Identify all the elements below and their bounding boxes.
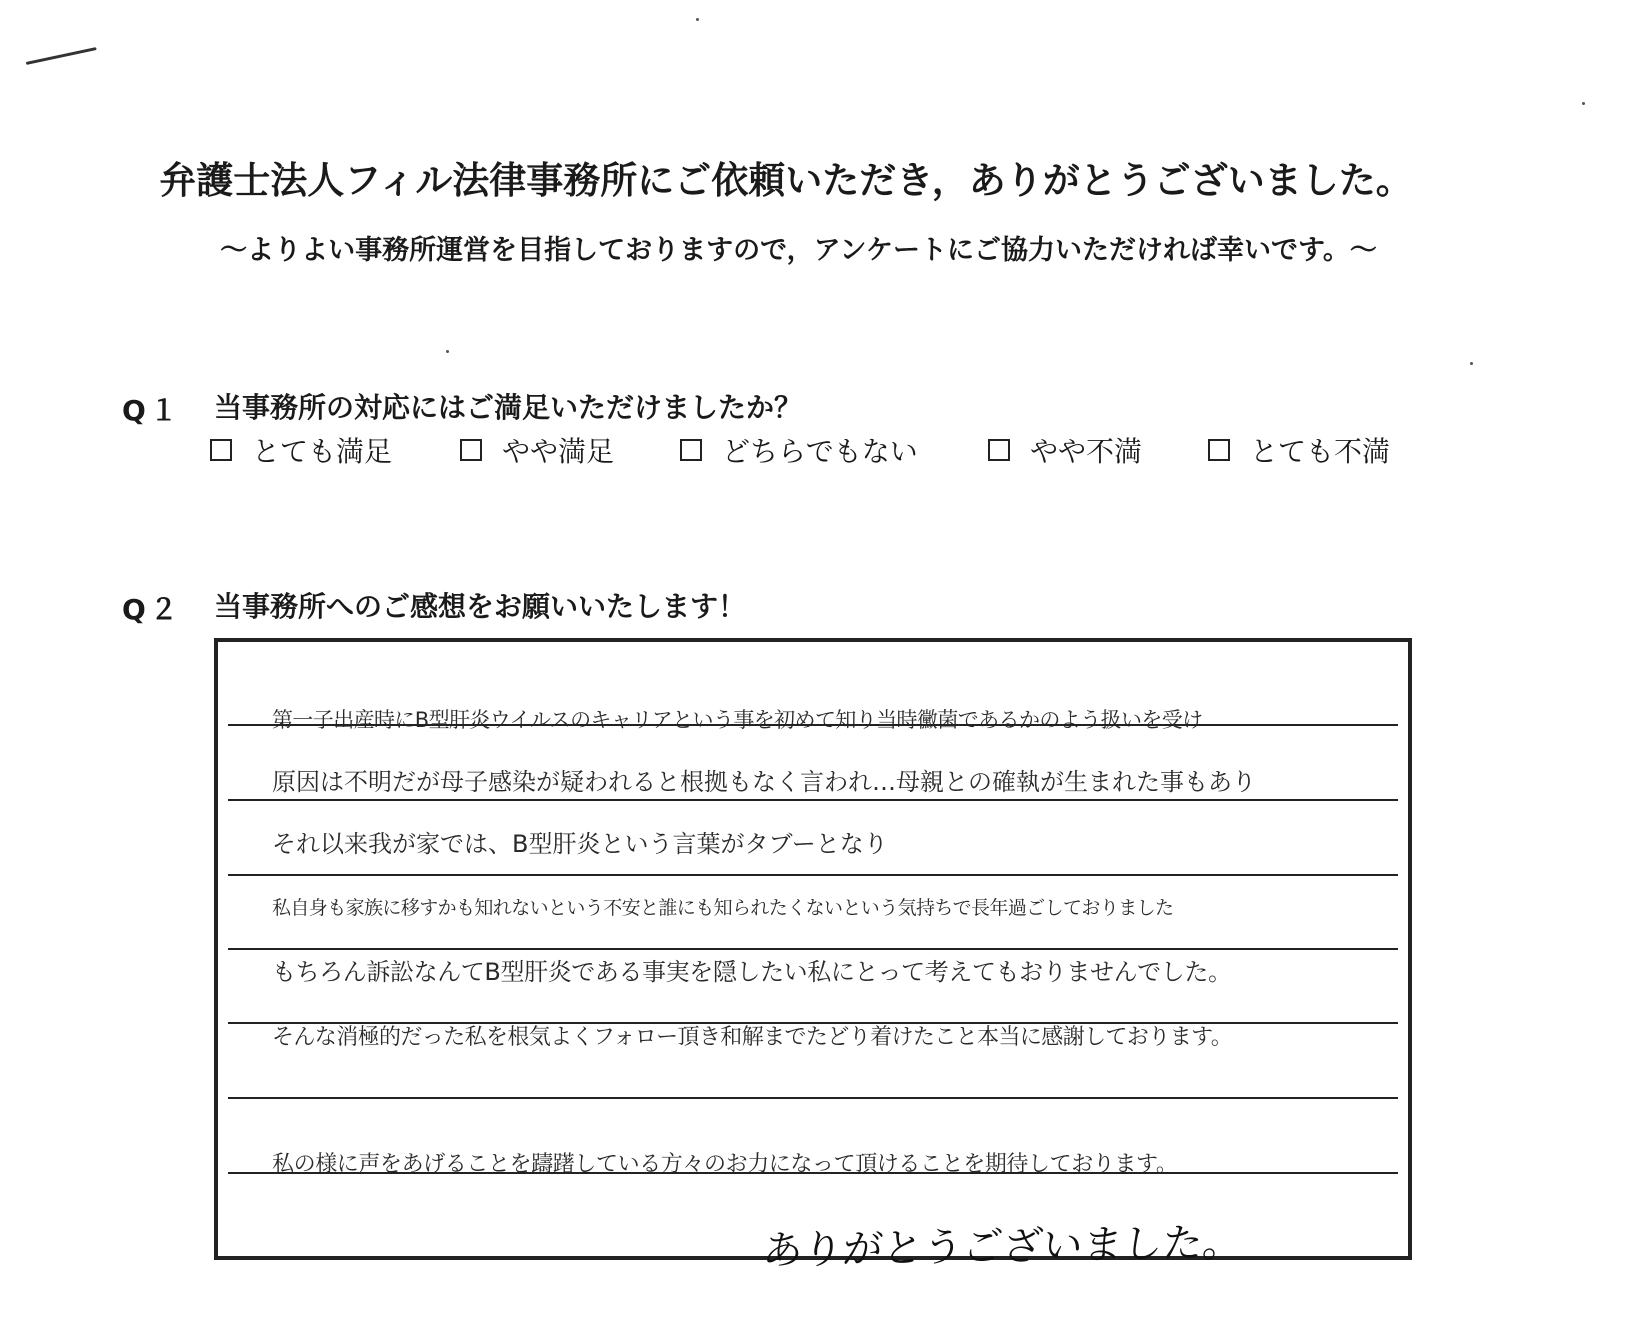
option-very-satisfied[interactable]	[210, 430, 392, 470]
answer-line-6: そんな消極的だった私を根気よくフォロー頂き和解までたどり着けたこと本当に感謝しております。	[272, 1025, 1233, 1050]
option-very-dissatisfied[interactable]	[1208, 430, 1390, 470]
answer-line-5: もちろん訴訟なんてB型肝炎である事実を隠したい私にとって考えてもおりませんでした。	[272, 958, 1232, 986]
scan-pen-mark	[26, 47, 97, 65]
option-somewhat-satisfied[interactable]	[460, 430, 614, 470]
page-title: 弁護士法人フィル法律事務所にご依頼いただき，ありがとうございました。	[159, 159, 1413, 202]
option-label: どちらでもない	[722, 435, 918, 468]
ruled-line	[228, 1172, 1398, 1174]
scan-speck	[696, 18, 699, 21]
checkbox-icon[interactable]	[210, 439, 232, 461]
option-label: とても不満	[1250, 435, 1391, 468]
ruled-line	[228, 724, 1398, 726]
ruled-line	[228, 1022, 1398, 1024]
q2-answer-box[interactable]	[214, 638, 1412, 1275]
q2-label: Q２	[122, 593, 182, 626]
q1-label: Q１	[122, 394, 182, 427]
checkbox-icon[interactable]	[460, 439, 482, 461]
option-neutral[interactable]	[680, 430, 918, 470]
answer-line-4: 私自身も家族に移すかも知れないという不安と誰にも知られたくないという気持ちで長年過ごしておりました	[272, 897, 1174, 919]
checkbox-icon[interactable]	[1208, 439, 1230, 461]
answer-line-8: 私の様に声をあげることを躊躇している方々のお力になって頂けることを期待しております。	[272, 1152, 1178, 1177]
option-label: とても満足	[252, 435, 393, 468]
ruled-line	[228, 948, 1398, 950]
q1-question: 当事務所の対応にはご満足いただけましたか？	[214, 391, 803, 424]
answer-line-2: 原因は不明だが母子感染が疑われると根拠もなく言われ…母親との確執が生まれた事もあり	[272, 768, 1256, 796]
option-somewhat-dissatisfied[interactable]	[988, 430, 1142, 470]
option-label: やや満足	[502, 435, 615, 468]
scan-speck	[1470, 362, 1473, 365]
ruled-line	[228, 1097, 1398, 1099]
scan-speck	[1582, 102, 1585, 105]
handwritten-closing: ありがとうございました。	[760, 1219, 1245, 1275]
answer-line-3: それ以来我が家では、B型肝炎という言葉がタブーとなり	[272, 830, 888, 858]
q1-options	[210, 430, 1450, 470]
answer-line-1: 第一子出産時にB型肝炎ウイルスのキャリアという事を初めて知り当時黴菌であるかのよう扱いを受け	[272, 708, 1203, 732]
checkbox-icon[interactable]	[988, 439, 1010, 461]
ruled-line	[228, 874, 1398, 876]
ruled-line	[228, 799, 1398, 801]
scan-speck	[446, 350, 449, 353]
checkbox-icon[interactable]	[680, 439, 702, 461]
option-label: やや不満	[1030, 435, 1143, 468]
q2-question: 当事務所へのご感想をお願いいたします！	[214, 590, 747, 623]
page-subtitle: ～よりよい事務所運営を目指しておりますので，アンケートにご協力いただければ幸いです。～	[220, 235, 1377, 266]
